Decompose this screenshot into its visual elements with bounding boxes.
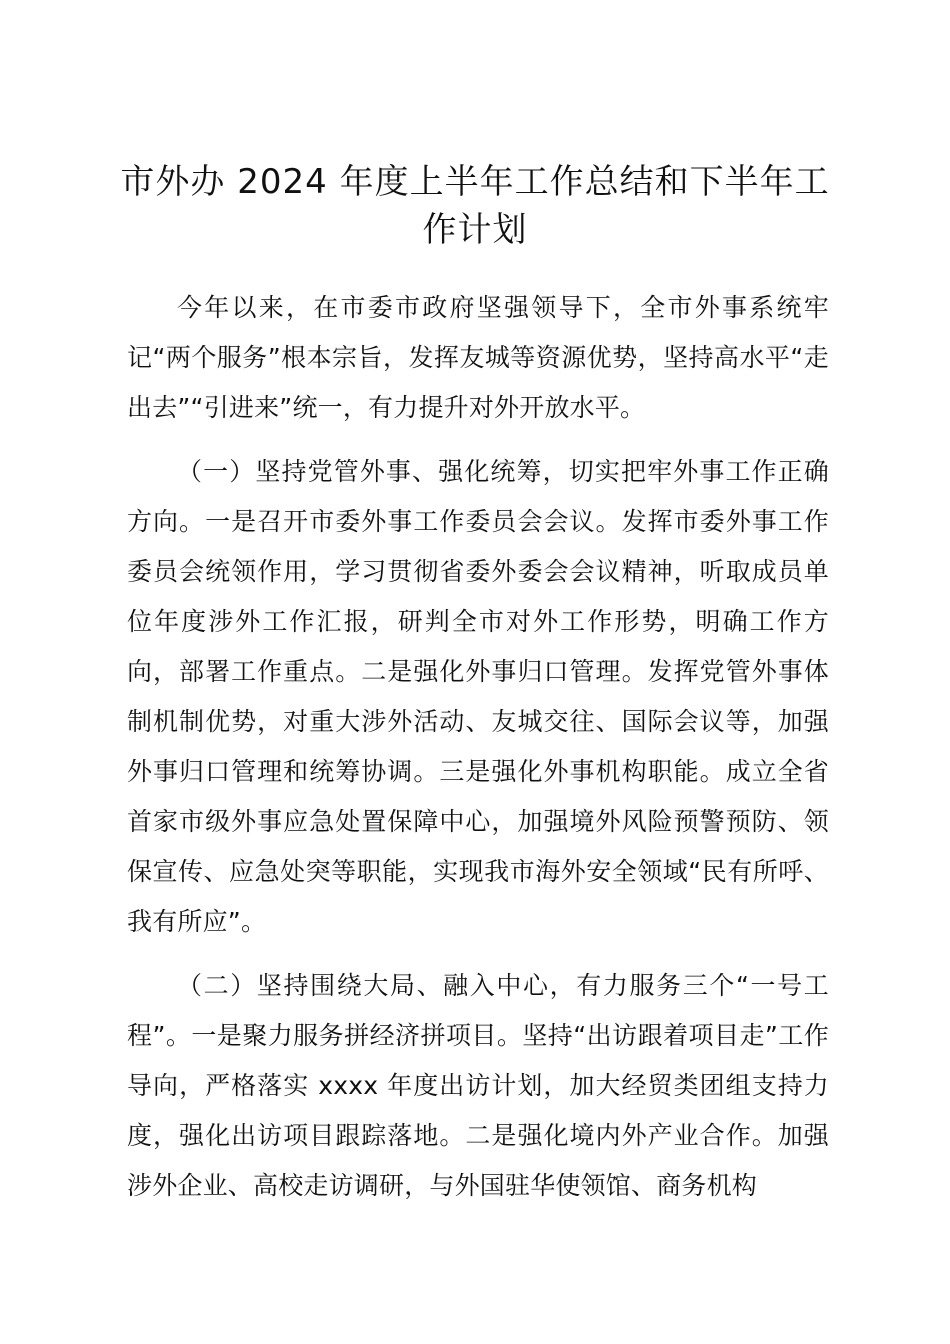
paragraph-section-2: （二）坚持围绕大局、融入中心，有力服务三个“一号工程”。一是聚力服务拼经济拼项目。坚持“出访跟着项目走”工作导向，严格落实 xxxx 年度出访计划，加大经贸类团组支持力度，强化出访项目跟踪落地。二是强化境内外产业合作。加强涉外企业、高校走访调研，与外国驻华使领馆、商务机构: [127, 971, 829, 1200]
paragraph-section-1: （一）坚持党管外事、强化统筹，切实把牢外事工作正确方向。一是召开市委外事工作委员会会议。发挥市委外事工作委员会统领作用，学习贯彻省委外委会会议精神，听取成员单位年度涉外工作汇报，研判全市对外工作形势，明确工作方向，部署工作重点。二是强化外事归口管理。发挥党管外事体制机制优势，对重大涉外活动、友城交往、国际会议等，加强外事归口管理和统筹协调。三是强化外事机构职能。成立全省首家市级外事应急处置保障中心，加强境外风险预警预防、领保宣传、应急处突等职能，实现我市海外安全领域“民有所呼、我有所应”。: [127, 457, 829, 936]
document-title: 市外办 2024 年度上半年工作总结和下半年工作计划: [120, 162, 830, 250]
document-body: [127, 283, 829, 1225]
paragraph-intro: 今年以来，在市委市政府坚强领导下，全市外事系统牢记“两个服务”根本宗旨，发挥友城等资源优势，坚持高水平“走出去”“引进来”统一，有力提升对外开放水平。: [127, 293, 829, 422]
